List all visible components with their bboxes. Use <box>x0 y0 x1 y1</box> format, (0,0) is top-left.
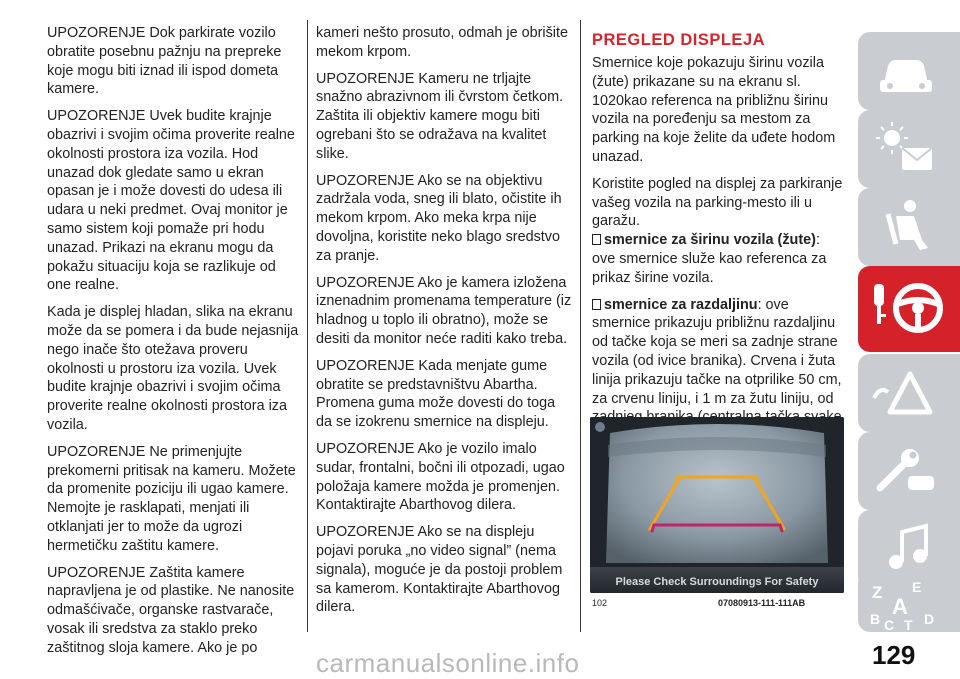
paragraph: UPOZORENJE Kameru ne trljajte snažno abrazivnom ili čvrstom četkom. Zaštita ili objektiv kamere mogu biti ogrebani što se odražava na kvalitet slike. <box>316 70 564 162</box>
car-dashboard-icon <box>866 40 946 102</box>
bullet-box-icon <box>592 299 601 310</box>
bullet-term: smernice za razdaljinu <box>604 296 758 313</box>
paragraph: kameri nešto prosuto, odmah je obrišite mekom krpom. <box>316 25 568 60</box>
paragraph: UPOZORENJE Uvek budite krajnje obazrivi i svojim očima proverite realne okolnosti prostora iza vozila. Hod unazad dok gledate samo u ekran opasan je i može dovesti do udesa ili udara u neki predmet. Ovaj monitor je samo sistem koji pomaže pri hodu unazad. Prikazi na ekranu mogu da pokažu situaciju koja se razlikuje od one realne. <box>47 108 295 294</box>
chapter-tab-safety[interactable] <box>858 188 960 266</box>
camera-caption: Please Check Surroundings For Safety <box>615 576 819 588</box>
figure-code: 07080913-111-111AB <box>718 598 806 608</box>
alphabet-index-icon <box>866 578 946 632</box>
camera-view-illustration <box>590 417 844 593</box>
bullet-item <box>592 231 844 287</box>
airbag-seat-icon <box>866 196 946 258</box>
chapter-tab-lights[interactable] <box>858 110 960 188</box>
paragraph: Kada je displej hladan, slika na ekranu može da se pomera i da bude nejasnija nego inače što otežava proveru okolnosti u prostoru iza vozila. Uvek budite krajnje obazrivi i svojim očima proverite realne okolnosti prostora iza vozila. <box>47 304 299 433</box>
bullet-term: smernice za širinu vozila (žute) <box>604 232 816 249</box>
svg-text:A: A <box>892 594 908 619</box>
page-number: 129 <box>872 640 916 670</box>
paragraph: UPOZORENJE Ako se na displeju pojavi poruka „no video signal” (nema signala), moguće je da postoji problem sa kamerom. Kontaktirajte Abarthovog dilera. <box>316 524 563 616</box>
paragraph: Smernice koje pokazuju širinu vozila (žute) prikazane su na ekranu sl. 1020kao referenca na približnu širinu vozila na poređenju sa mestom za parking na koje želite da uđete hodom unazad. <box>592 55 836 165</box>
camera-icon <box>595 422 605 432</box>
svg-text:T: T <box>904 617 913 632</box>
text-column-2 <box>316 24 572 625</box>
paragraph: UPOZORENJE Kada menjate gume obratite se predstavništvu Abartha. Promena guma može dovesti do toga da se izokrenu smernice na displeju. <box>316 357 556 431</box>
svg-text:D: D <box>924 611 935 627</box>
paragraph: UPOZORENJE Ako je kamera izložena iznenadnim promenama temperature (iz hladnog u toplo ili obratno), može se desiti da monitor neće raditi kako treba. <box>316 274 572 347</box>
svg-text:B: B <box>870 611 881 627</box>
watermark: carmanualsonline.info <box>316 648 580 678</box>
paragraph: UPOZORENJE Ne primenjujte prekomerni pritisak na kameru. Možete da promenite poziciju ili ugao kamere. Nemojte je rasklapati, menjati ili otklanjati jer to može da ugrozi hermetičku zaštitu kamere. <box>47 443 296 554</box>
paragraph: UPOZORENJE Ako se na objektivu zadržala voda, sneg ili blato, očistite ih mekom krpom. Ako meka krpa nije dovoljna, koristite neko blago sredstvo za pranje. <box>316 172 562 264</box>
emergency-triangle-icon <box>866 362 946 424</box>
svg-text:Z: Z <box>872 583 883 602</box>
paragraph: UPOZORENJE Dok parkirate vozilo obratite posebnu pažnju na prepreke koje mogu biti iznad ili ispod dometa kamere. <box>47 25 282 98</box>
chapter-tab-dashboard[interactable] <box>858 32 960 110</box>
text-column-1 <box>47 24 299 666</box>
column-divider <box>307 20 308 632</box>
svg-text:C: C <box>884 617 895 632</box>
section-heading: PREGLED DISPLEJA <box>592 31 766 49</box>
column-divider <box>580 20 581 632</box>
paragraph: Koristite pogled na displej za parkiranje vašeg vozila na parking-mesto ili u garažu. <box>592 175 843 230</box>
chapter-tab-emergency[interactable] <box>858 354 960 432</box>
svg-text:E: E <box>912 579 922 595</box>
chapter-tab-starting-driving[interactable] <box>858 266 960 352</box>
text-column-3 <box>592 30 844 454</box>
paragraph: UPOZORENJE Ako je vozilo imalo sudar, frontalni, bočni ili otpozadi, ugao položaja kamere možda je promenjen. Kontaktirajte Abarthovog dilera. <box>316 440 565 514</box>
bullet-text: : ove smernice prikazuju približnu razdaljinu od tačke koja se meri sa zadnje strane vozila (od ivice branika). Crvena i žuta linija prikazuju tačke na otprilike 50 cm, za crvenu liniju, i 1 m za žutu liniju, od <box>592 296 842 407</box>
chapter-tab-maintenance[interactable] <box>858 432 960 510</box>
warning-lights-icon <box>866 118 946 180</box>
wrench-car-icon <box>866 440 946 502</box>
paragraph: UPOZORENJE Zaštita kamere napravljena je od plastike. Ne nanosite odmašćivače, organske rastvarače, vosak ili sredstva za staklo preko zaštitnog sloja kamere. Ako je po <box>47 564 295 656</box>
chapter-tab-index[interactable] <box>858 570 960 632</box>
rear-camera-figure <box>590 417 844 593</box>
bullet-box-icon <box>592 234 601 245</box>
bullet-text: : ove smernice služe kao referenca za prikaz širine vozila. <box>592 232 827 286</box>
steering-wheel-key-icon <box>866 274 946 344</box>
figure-number: 102 <box>592 598 608 608</box>
